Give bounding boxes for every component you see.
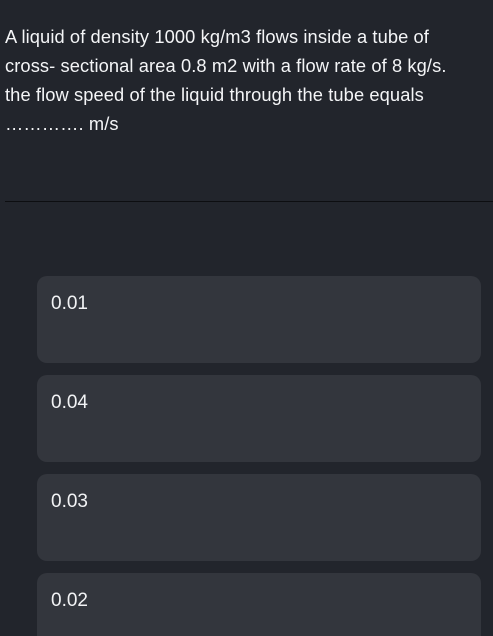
answer-option[interactable]	[37, 276, 481, 363]
answer-options	[37, 276, 481, 636]
answer-option-label: 0.03	[51, 491, 88, 512]
divider	[5, 201, 493, 202]
answer-option-label: 0.02	[51, 590, 88, 611]
answer-option[interactable]	[37, 375, 481, 462]
answer-option[interactable]	[37, 474, 481, 561]
question-text: A liquid of density 1000 kg/m3 flows inside a tube of cross- sectional area 0.8 m2 with a flow rate of 8 kg/s. the flow speed of the liquid through the tube equals …………. m/s	[5, 26, 447, 134]
answer-option-label: 0.04	[51, 392, 88, 413]
answer-option-label: 0.01	[51, 293, 88, 314]
answer-option[interactable]	[37, 573, 481, 636]
